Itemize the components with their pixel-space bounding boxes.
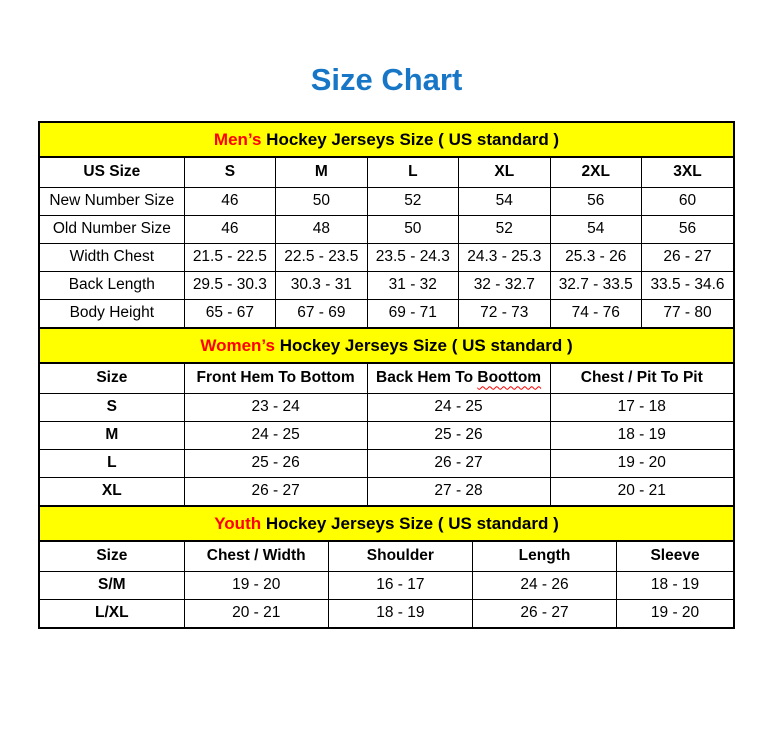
row-label: Body Height <box>40 299 184 327</box>
table-cell: 30.3 - 31 <box>276 271 367 299</box>
row-label: L/XL <box>40 599 184 627</box>
table-cell: 48 <box>276 215 367 243</box>
table-cell: 21.5 - 22.5 <box>184 243 275 271</box>
table-cell: 60 <box>641 187 733 215</box>
table-cell: 18 - 19 <box>550 421 733 449</box>
table-cell: 50 <box>276 187 367 215</box>
column-header: Length <box>472 542 616 571</box>
table-cell: 24 - 26 <box>472 571 616 599</box>
table-row <box>40 393 733 421</box>
table-cell: 32 - 32.7 <box>459 271 550 299</box>
table-cell: 33.5 - 34.6 <box>641 271 733 299</box>
table-row <box>40 215 733 243</box>
column-header: Size <box>40 364 184 393</box>
table-cell: 19 - 20 <box>184 571 328 599</box>
column-header: S <box>184 158 275 187</box>
column-header: 2XL <box>550 158 641 187</box>
column-header: XL <box>459 158 550 187</box>
youth-size-table <box>40 542 733 627</box>
table-row <box>40 243 733 271</box>
table-cell: 20 - 21 <box>184 599 328 627</box>
table-cell: 56 <box>641 215 733 243</box>
table-cell: 19 - 20 <box>617 599 733 627</box>
table-cell: 52 <box>459 215 550 243</box>
column-header-misspelled <box>367 364 550 393</box>
misspelled-word: Boottom <box>477 369 542 387</box>
row-label: S/M <box>40 571 184 599</box>
table-row <box>40 571 733 599</box>
table-cell: 23 - 24 <box>184 393 367 421</box>
table-cell: 18 - 19 <box>328 599 472 627</box>
womens-section-banner <box>40 327 733 364</box>
table-cell: 54 <box>459 187 550 215</box>
table-row <box>40 421 733 449</box>
youth-header-row <box>40 542 733 571</box>
table-cell: 29.5 - 30.3 <box>184 271 275 299</box>
table-cell: 19 - 20 <box>550 449 733 477</box>
column-header: 3XL <box>641 158 733 187</box>
column-header: Shoulder <box>328 542 472 571</box>
row-label: M <box>40 421 184 449</box>
row-label: XL <box>40 477 184 505</box>
table-cell: 32.7 - 33.5 <box>550 271 641 299</box>
table-cell: 22.5 - 23.5 <box>276 243 367 271</box>
table-cell: 23.5 - 24.3 <box>367 243 458 271</box>
page-title: Size Chart <box>310 62 463 97</box>
table-row <box>40 599 733 627</box>
table-cell: 52 <box>367 187 458 215</box>
youth-section-banner <box>40 505 733 542</box>
table-cell: 24 - 25 <box>184 421 367 449</box>
row-label: L <box>40 449 184 477</box>
table-cell: 46 <box>184 215 275 243</box>
womens-header-row <box>40 364 733 393</box>
column-header: Chest / Pit To Pit <box>550 364 733 393</box>
table-cell: 25 - 26 <box>184 449 367 477</box>
table-cell: 17 - 18 <box>550 393 733 421</box>
table-cell: 69 - 71 <box>367 299 458 327</box>
column-header: M <box>276 158 367 187</box>
table-cell: 27 - 28 <box>367 477 550 505</box>
table-cell: 25 - 26 <box>367 421 550 449</box>
mens-section-banner <box>40 123 733 158</box>
table-cell: 26 - 27 <box>641 243 733 271</box>
column-header: Chest / Width <box>184 542 328 571</box>
table-cell: 77 - 80 <box>641 299 733 327</box>
table-cell: 50 <box>367 215 458 243</box>
mens-header-row <box>40 158 733 187</box>
table-cell: 25.3 - 26 <box>550 243 641 271</box>
womens-banner-text: Hockey Jerseys Size ( US standard ) <box>274 336 573 355</box>
column-header: US Size <box>40 158 184 187</box>
column-header: L <box>367 158 458 187</box>
table-row <box>40 271 733 299</box>
mens-banner-highlight: Men’s <box>213 130 262 149</box>
size-chart-container <box>38 121 735 629</box>
row-label: Width Chest <box>40 243 184 271</box>
table-row <box>40 187 733 215</box>
womens-size-table <box>40 364 733 505</box>
table-row <box>40 449 733 477</box>
row-label: S <box>40 393 184 421</box>
table-row <box>40 477 733 505</box>
table-cell: 65 - 67 <box>184 299 275 327</box>
table-cell: 24.3 - 25.3 <box>459 243 550 271</box>
column-header: Front Hem To Bottom <box>184 364 367 393</box>
womens-banner-highlight: Women’s <box>200 336 275 355</box>
table-cell: 26 - 27 <box>184 477 367 505</box>
table-cell: 54 <box>550 215 641 243</box>
column-header: Sleeve <box>617 542 733 571</box>
column-header: Size <box>40 542 184 571</box>
table-cell: 26 - 27 <box>472 599 616 627</box>
youth-banner-text: Hockey Jerseys Size ( US standard ) <box>261 514 559 533</box>
table-cell: 20 - 21 <box>550 477 733 505</box>
table-cell: 24 - 25 <box>367 393 550 421</box>
row-label: Old Number Size <box>40 215 184 243</box>
table-cell: 56 <box>550 187 641 215</box>
table-cell: 26 - 27 <box>367 449 550 477</box>
table-cell: 74 - 76 <box>550 299 641 327</box>
row-label: New Number Size <box>40 187 184 215</box>
mens-size-table <box>40 158 733 327</box>
row-label: Back Length <box>40 271 184 299</box>
table-cell: 31 - 32 <box>367 271 458 299</box>
table-cell: 72 - 73 <box>459 299 550 327</box>
table-cell: 18 - 19 <box>617 571 733 599</box>
header-text: Back Hem To <box>376 369 474 387</box>
table-cell: 67 - 69 <box>276 299 367 327</box>
mens-banner-text: Hockey Jerseys Size ( US standard ) <box>261 130 560 149</box>
table-cell: 46 <box>184 187 275 215</box>
youth-banner-highlight: Youth <box>214 514 262 533</box>
table-row <box>40 299 733 327</box>
table-cell: 16 - 17 <box>328 571 472 599</box>
